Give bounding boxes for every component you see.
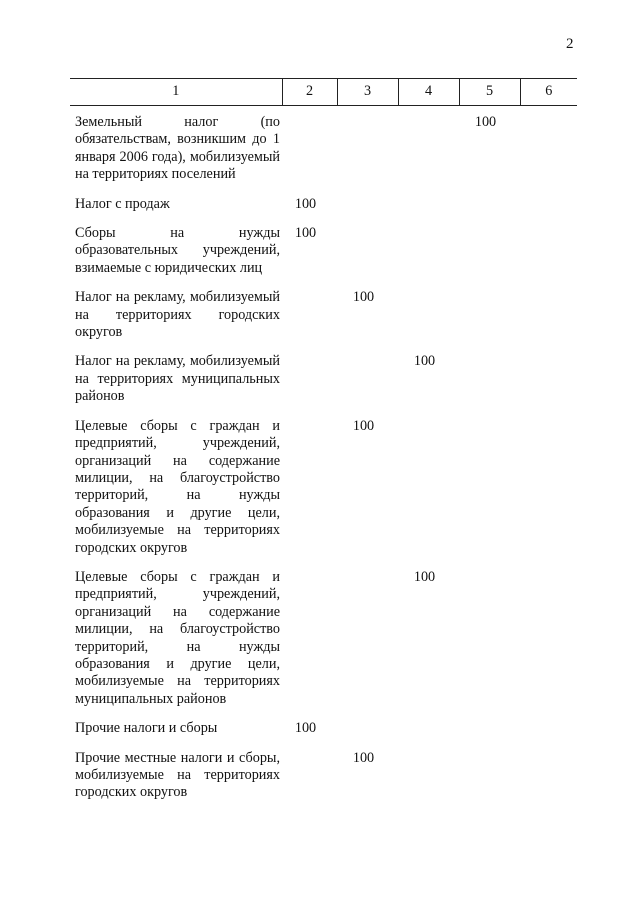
- table-row: [70, 750, 577, 814]
- budget-table: [70, 78, 577, 814]
- value-col-5: [459, 418, 520, 569]
- value-col-4: [398, 225, 459, 289]
- tax-name: Земельный налог (по обязательствам, возникшим до 1 января 2006 года), мобилизуемый на территориях поселений: [75, 114, 280, 183]
- value-col-5: [459, 569, 520, 720]
- value-col-2: 100: [294, 720, 317, 737]
- value-col-6: [520, 225, 577, 289]
- table-row: [70, 418, 577, 569]
- value-col-2: 100: [294, 195, 317, 212]
- value-col-4: [398, 106, 459, 196]
- value-col-5: 100: [474, 114, 497, 130]
- value-col-4: [398, 418, 459, 569]
- value-col-6: [520, 196, 577, 225]
- value-col-2: 100: [294, 225, 317, 242]
- value-col-2: [282, 353, 337, 417]
- value-col-5: [459, 720, 520, 749]
- value-col-3: 100: [352, 289, 375, 306]
- column-header-3: 3: [337, 79, 398, 106]
- value-col-2: [282, 569, 337, 720]
- value-col-6: [520, 353, 577, 417]
- value-col-2: [282, 418, 337, 569]
- value-col-2: [282, 289, 337, 353]
- tax-name: Целевые сборы с граждан и предприятий, учреждений, организаций на содержание милиции, на благоустройство территорий, на нужды образования и другие цели, мобилизуемые на территориях муниципальных районов: [75, 568, 280, 707]
- value-col-6: [520, 750, 577, 814]
- table-body: [70, 106, 577, 814]
- value-col-3: 100: [352, 417, 375, 434]
- value-col-6: [520, 418, 577, 569]
- value-col-4: 100: [413, 568, 436, 585]
- value-col-5: [459, 750, 520, 814]
- tax-name: Прочие местные налоги и сборы, мобилизуемые на территориях городских округов: [75, 749, 280, 801]
- table-row: [70, 353, 577, 417]
- value-col-4: [398, 196, 459, 225]
- value-col-5: [459, 196, 520, 225]
- value-col-5: [459, 353, 520, 417]
- value-col-3: [337, 353, 398, 417]
- value-col-6: [520, 289, 577, 353]
- tax-name: Сборы на нужды образовательных учреждений, взимаемые с юридических лиц: [75, 225, 280, 276]
- value-col-2: [282, 750, 337, 814]
- value-col-5: [459, 289, 520, 353]
- tax-name: Налог на рекламу, мобилизуемый на территориях муниципальных районов: [75, 353, 280, 405]
- value-col-4: [398, 289, 459, 353]
- value-col-4: [398, 720, 459, 749]
- tax-name: Налог на рекламу, мобилизуемый на территориях городских округов: [75, 289, 280, 341]
- value-col-3: [337, 196, 398, 225]
- header-row: [70, 79, 577, 106]
- value-col-3: [337, 225, 398, 289]
- table-row: [70, 569, 577, 720]
- value-col-5: [459, 225, 520, 289]
- table-row: [70, 289, 577, 353]
- value-col-4: 100: [413, 353, 436, 370]
- table-header: [70, 79, 577, 106]
- column-header-6: 6: [520, 79, 577, 106]
- table-row: [70, 225, 577, 289]
- column-header-5: 5: [459, 79, 520, 106]
- table-row: [70, 720, 577, 749]
- value-col-3: [337, 569, 398, 720]
- value-col-3: [337, 106, 398, 196]
- value-col-3: 100: [352, 749, 375, 766]
- table-row: [70, 196, 577, 225]
- column-header-4: 4: [398, 79, 459, 106]
- tax-name: Налог с продаж: [75, 195, 170, 212]
- tax-name: Целевые сборы с граждан и предприятий, учреждений, организаций на содержание милиции, на благоустройство территорий, на нужды образования и другие цели, мобилизуемые на территориях городских округов: [75, 417, 280, 556]
- value-col-4: [398, 750, 459, 814]
- value-col-6: [520, 106, 577, 196]
- value-col-6: [520, 720, 577, 749]
- column-header-2: 2: [282, 79, 337, 106]
- value-col-2: [282, 106, 337, 196]
- table-row: [70, 106, 577, 196]
- page-number: 2: [566, 36, 574, 52]
- column-header-1: 1: [70, 79, 282, 106]
- tax-name: Прочие налоги и сборы: [75, 720, 218, 737]
- value-col-3: [337, 720, 398, 749]
- value-col-6: [520, 569, 577, 720]
